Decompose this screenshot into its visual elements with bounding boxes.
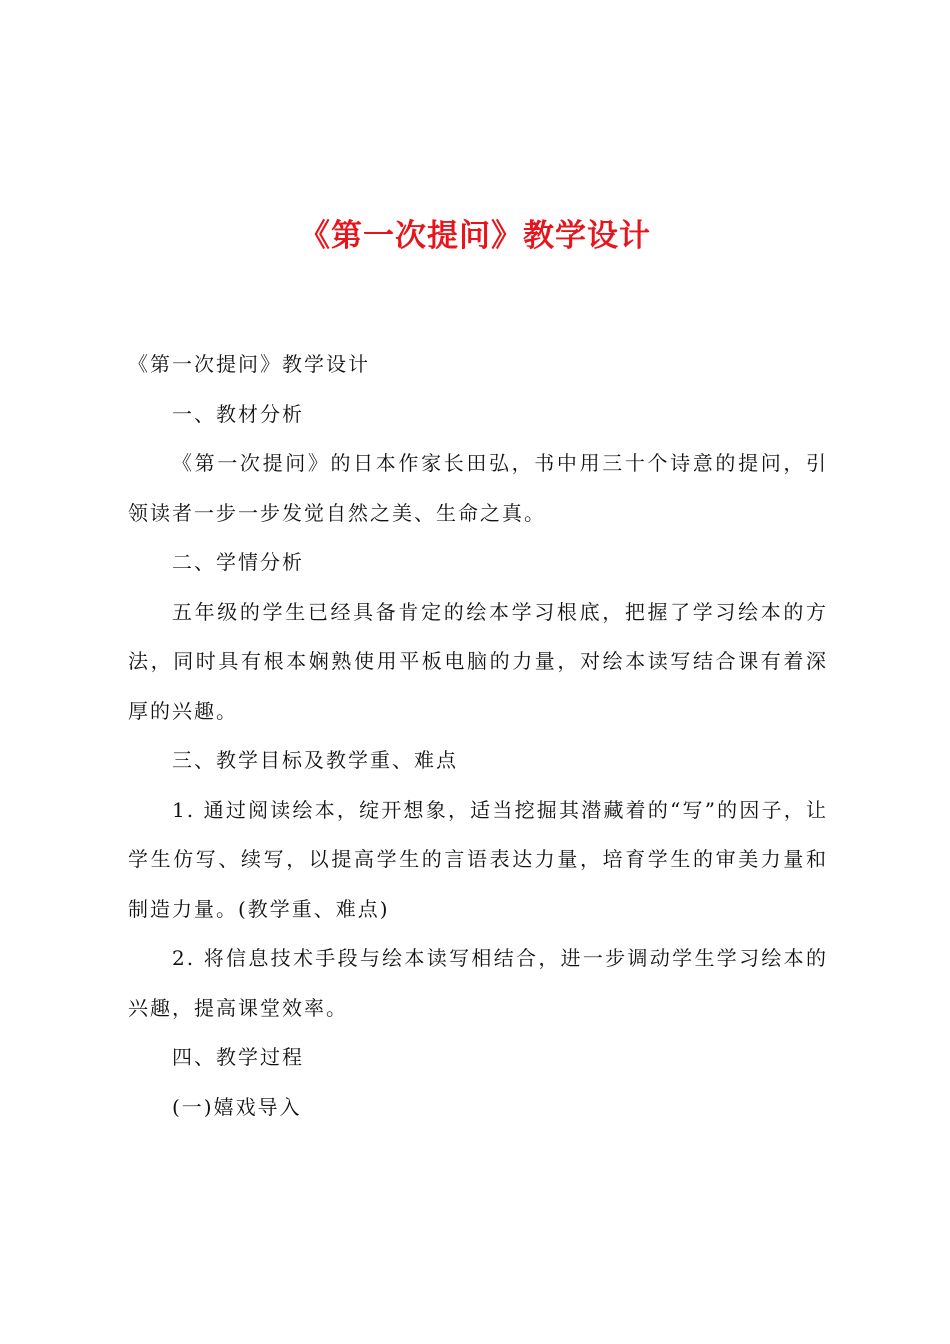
paragraph-student-analysis: 五年级的学生已经具备肯定的绘本学习根底，把握了学习绘本的方法，同时具有根本娴熟使用平板电脑的力量，对绘本读写结合课有着深厚的兴趣。 — [128, 599, 828, 723]
paragraph-goal-2: 2. 将信息技术手段与绘本读写相结合，进一步调动学生学习绘本的兴趣，提高课堂效率。 — [128, 946, 828, 1020]
section-heading-student-analysis: 二、学情分析 — [172, 550, 304, 574]
section-heading-teaching-process: 四、教学过程 — [172, 1045, 304, 1069]
paragraph-textbook-analysis: 《第一次提问》的日本作家长田弘，书中用三十个诗意的提问，引领读者一步一步发觉自然之美、生命之真。 — [128, 451, 828, 525]
section-heading-textbook-analysis: 一、教材分析 — [172, 401, 304, 426]
subsection-heading-game-intro: (一)嬉戏导入 — [172, 1094, 302, 1119]
document-title: 《第一次提问》教学设计 — [299, 218, 651, 254]
document-body — [128, 340, 828, 1132]
section-heading-teaching-goals: 三、教学目标及教学重、难点 — [172, 748, 458, 772]
paragraph-goal-1: 1. 通过阅读绘本，绽开想象，适当挖掘其潜藏着的“写”的因子，让学生仿写、续写，以提高学生的言语表达力量，培育学生的审美力量和制造力量。(教学重、难点) — [128, 797, 828, 921]
paragraph-heading-repeat: 《第一次提问》教学设计 — [128, 352, 370, 376]
